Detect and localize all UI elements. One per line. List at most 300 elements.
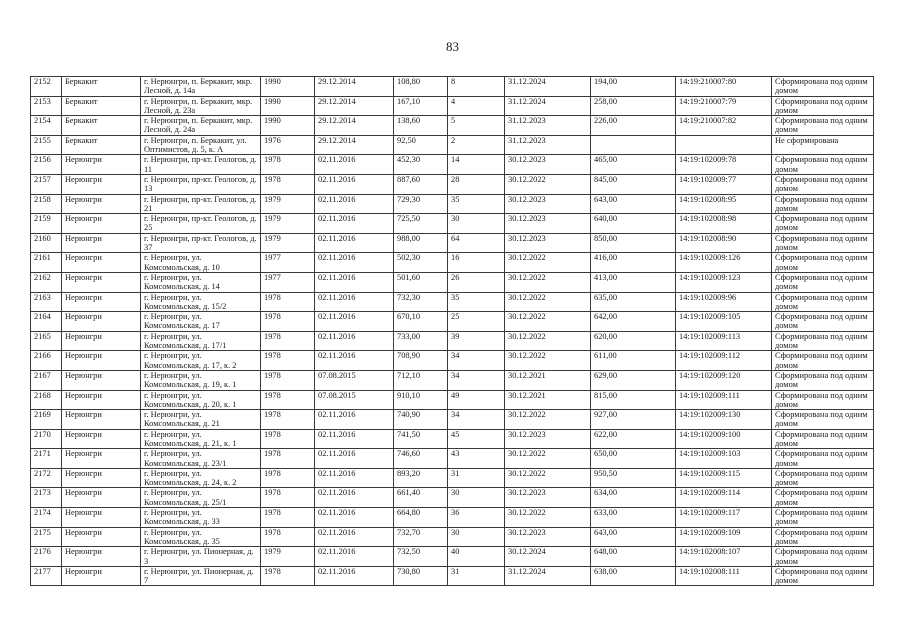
table-row [31,272,874,292]
cell-repair-deadline: 30.12.2022 [505,174,591,194]
cell-address: г. Нерюнгри, пр-кт. Геологов, д. 13 [141,174,261,194]
table-body [31,77,874,586]
cell-cadastral-number: 14:19:102009:77 [676,174,772,194]
cell-settlement: Нерюнгри [62,331,141,351]
cell-land-status: Сформирована под одним домом [772,233,874,253]
table-row [31,566,874,586]
cell-land-area: 642,00 [591,312,676,332]
cell-address: г. Нерюнгри, ул. Пионерная, д. 7 [141,566,261,586]
cell-settlement: Нерюнгри [62,488,141,508]
cell-land-area: 465,00 [591,155,676,175]
cell-repair-deadline: 31.12.2024 [505,96,591,116]
cell-address: г. Нерюнгри, ул. Комсомольская, д. 25/1 [141,488,261,508]
cell-apartment-count: 64 [448,233,505,253]
cell-record-number: 2173 [31,488,62,508]
cell-repair-deadline: 30.12.2022 [505,292,591,312]
table-row [31,155,874,175]
cell-land-status: Сформирована под одним домом [772,566,874,586]
cell-land-status: Сформирована под одним домом [772,449,874,469]
cell-apartment-count: 14 [448,155,505,175]
cell-address: г. Нерюнгри, ул. Комсомольская, д. 14 [141,272,261,292]
cell-total-area: 108,80 [394,77,448,97]
cell-repair-deadline: 30.12.2023 [505,488,591,508]
cell-settlement: Нерюнгри [62,547,141,567]
cell-settlement: Нерюнгри [62,312,141,332]
cell-build-year: 1978 [261,155,315,175]
cell-inclusion-date: 29.12.2014 [315,96,394,116]
cell-total-area: 730,80 [394,566,448,586]
cell-build-year: 1990 [261,116,315,136]
cell-land-status: Сформирована под одним домом [772,508,874,528]
cell-repair-deadline: 30.12.2022 [505,351,591,371]
cell-land-status: Сформирована под одним домом [772,468,874,488]
table-row [31,96,874,116]
cell-record-number: 2160 [31,233,62,253]
cell-land-area: 815,00 [591,390,676,410]
cell-address: г. Нерюнгри, ул. Пионерная, д. 3 [141,547,261,567]
table-row [31,410,874,430]
cell-inclusion-date: 07.08.2015 [315,390,394,410]
cell-settlement: Нерюнгри [62,566,141,586]
cell-inclusion-date: 02.11.2016 [315,566,394,586]
cell-address: г. Нерюнгри, ул. Комсомольская, д. 35 [141,527,261,547]
cell-record-number: 2171 [31,449,62,469]
cell-build-year: 1979 [261,233,315,253]
cell-build-year: 1977 [261,253,315,273]
cell-build-year: 1979 [261,194,315,214]
cell-repair-deadline: 30.12.2024 [505,547,591,567]
cell-inclusion-date: 29.12.2014 [315,135,394,155]
cell-record-number: 2166 [31,351,62,371]
cell-settlement: Нерюнгри [62,410,141,430]
cell-address: г. Нерюнгри, ул. Комсомольская, д. 17, к. 2 [141,351,261,371]
cell-cadastral-number: 14:19:102008:107 [676,547,772,567]
cell-total-area: 741,50 [394,429,448,449]
cell-apartment-count: 31 [448,468,505,488]
cell-repair-deadline: 30.12.2021 [505,390,591,410]
cell-land-area: 634,00 [591,488,676,508]
cell-address: г. Нерюнгри, ул. Комсомольская, д. 33 [141,508,261,528]
cell-apartment-count: 34 [448,351,505,371]
cell-total-area: 670,10 [394,312,448,332]
cell-apartment-count: 43 [448,449,505,469]
cell-cadastral-number: 14:19:102008:90 [676,233,772,253]
cell-land-status: Сформирована под одним домом [772,96,874,116]
cell-repair-deadline: 30.12.2022 [505,272,591,292]
cell-cadastral-number: 14:19:102009:126 [676,253,772,273]
cell-repair-deadline: 30.12.2021 [505,370,591,390]
cell-address: г. Нерюнгри, п. Беркакит, мкр. Лесной, д. 23а [141,96,261,116]
cell-land-area [591,135,676,155]
cell-land-status: Сформирована под одним домом [772,194,874,214]
cell-build-year: 1978 [261,292,315,312]
cell-apartment-count: 39 [448,331,505,351]
cell-inclusion-date: 02.11.2016 [315,547,394,567]
cell-repair-deadline: 30.12.2023 [505,155,591,175]
cell-total-area: 502,30 [394,253,448,273]
cell-address: г. Нерюнгри, пр-кт. Геологов, д. 37 [141,233,261,253]
cell-build-year: 1978 [261,566,315,586]
cell-apartment-count: 16 [448,253,505,273]
cell-apartment-count: 30 [448,527,505,547]
cell-total-area: 732,70 [394,527,448,547]
cell-repair-deadline: 30.12.2022 [505,312,591,332]
cell-build-year: 1976 [261,135,315,155]
cell-cadastral-number: 14:19:102009:105 [676,312,772,332]
cell-cadastral-number: 14:19:102009:130 [676,410,772,430]
cell-repair-deadline: 30.12.2023 [505,527,591,547]
cell-land-area: 635,00 [591,292,676,312]
cell-record-number: 2162 [31,272,62,292]
housing-register-table [30,76,874,586]
cell-total-area: 746,60 [394,449,448,469]
cell-land-area: 927,00 [591,410,676,430]
cell-apartment-count: 30 [448,488,505,508]
cell-settlement: Нерюнгри [62,233,141,253]
table-row [31,488,874,508]
cell-apartment-count: 35 [448,292,505,312]
cell-total-area: 661,40 [394,488,448,508]
cell-build-year: 1978 [261,488,315,508]
cell-settlement: Нерюнгри [62,194,141,214]
cell-land-area: 638,00 [591,566,676,586]
table-row [31,253,874,273]
cell-repair-deadline: 30.12.2022 [505,508,591,528]
cell-address: г. Нерюнгри, пр-кт. Геологов, д. 21 [141,194,261,214]
cell-cadastral-number: 14:19:102009:123 [676,272,772,292]
cell-land-area: 226,00 [591,116,676,136]
cell-cadastral-number [676,135,772,155]
cell-land-status: Сформирована под одним домом [772,77,874,97]
cell-inclusion-date: 02.11.2016 [315,429,394,449]
cell-land-area: 629,00 [591,370,676,390]
cell-repair-deadline: 30.12.2022 [505,468,591,488]
cell-apartment-count: 49 [448,390,505,410]
cell-apartment-count: 45 [448,429,505,449]
cell-land-status: Сформирована под одним домом [772,351,874,371]
cell-address: г. Нерюнгри, ул. Комсомольская, д. 21, к. 1 [141,429,261,449]
cell-inclusion-date: 02.11.2016 [315,253,394,273]
cell-land-area: 194,00 [591,77,676,97]
cell-address: г. Нерюнгри, п. Беркакит, мкр. Лесной, д. 24а [141,116,261,136]
table-row [31,370,874,390]
cell-inclusion-date: 02.11.2016 [315,312,394,332]
cell-land-area: 622,00 [591,429,676,449]
cell-build-year: 1978 [261,410,315,430]
cell-record-number: 2174 [31,508,62,528]
cell-settlement: Беркакит [62,96,141,116]
cell-apartment-count: 2 [448,135,505,155]
cell-inclusion-date: 02.11.2016 [315,488,394,508]
cell-inclusion-date: 02.11.2016 [315,292,394,312]
cell-settlement: Нерюнгри [62,370,141,390]
cell-record-number: 2158 [31,194,62,214]
cell-cadastral-number: 14:19:102009:103 [676,449,772,469]
table-row [31,194,874,214]
cell-land-status: Сформирована под одним домом [772,214,874,234]
cell-repair-deadline: 30.12.2022 [505,331,591,351]
cell-cadastral-number: 14:19:102009:100 [676,429,772,449]
cell-build-year: 1978 [261,468,315,488]
cell-record-number: 2169 [31,410,62,430]
cell-land-status: Сформирована под одним домом [772,292,874,312]
cell-repair-deadline: 31.12.2024 [505,566,591,586]
cell-settlement: Нерюнгри [62,390,141,410]
cell-inclusion-date: 02.11.2016 [315,410,394,430]
cell-record-number: 2172 [31,468,62,488]
cell-record-number: 2155 [31,135,62,155]
cell-build-year: 1978 [261,351,315,371]
cell-cadastral-number: 14:19:210007:82 [676,116,772,136]
cell-build-year: 1977 [261,272,315,292]
cell-address: г. Нерюнгри, ул. Комсомольская, д. 21 [141,410,261,430]
cell-land-area: 643,00 [591,194,676,214]
cell-land-status: Сформирована под одним домом [772,272,874,292]
cell-settlement: Нерюнгри [62,468,141,488]
cell-settlement: Нерюнгри [62,429,141,449]
cell-inclusion-date: 02.11.2016 [315,331,394,351]
cell-address: г. Нерюнгри, ул. Комсомольская, д. 23/1 [141,449,261,469]
table-row [31,233,874,253]
cell-settlement: Нерюнгри [62,508,141,528]
cell-address: г. Нерюнгри, п. Беркакит, ул. Оптимистов, д. 5, к. А [141,135,261,155]
cell-cadastral-number: 14:19:102009:111 [676,390,772,410]
cell-cadastral-number: 14:19:210007:80 [676,77,772,97]
cell-total-area: 92,50 [394,135,448,155]
cell-land-area: 611,00 [591,351,676,371]
cell-land-area: 845,00 [591,174,676,194]
cell-record-number: 2154 [31,116,62,136]
cell-record-number: 2153 [31,96,62,116]
cell-repair-deadline: 31.12.2023 [505,135,591,155]
cell-repair-deadline: 31.12.2024 [505,77,591,97]
table-row [31,508,874,528]
cell-apartment-count: 26 [448,272,505,292]
cell-address: г. Нерюнгри, ул. Комсомольская, д. 15/2 [141,292,261,312]
cell-total-area: 733,00 [394,331,448,351]
cell-build-year: 1978 [261,174,315,194]
cell-settlement: Нерюнгри [62,253,141,273]
cell-apartment-count: 25 [448,312,505,332]
cell-settlement: Нерюнгри [62,155,141,175]
cell-land-area: 643,00 [591,527,676,547]
page-number: 83 [446,39,459,54]
cell-land-status: Сформирована под одним домом [772,174,874,194]
cell-inclusion-date: 02.11.2016 [315,214,394,234]
cell-apartment-count: 40 [448,547,505,567]
cell-build-year: 1978 [261,370,315,390]
cell-apartment-count: 31 [448,566,505,586]
cell-cadastral-number: 14:19:102008:111 [676,566,772,586]
cell-inclusion-date: 02.11.2016 [315,449,394,469]
cell-build-year: 1990 [261,96,315,116]
cell-land-status: Сформирована под одним домом [772,488,874,508]
cell-settlement: Нерюнгри [62,292,141,312]
table-row [31,468,874,488]
cell-apartment-count: 8 [448,77,505,97]
cell-record-number: 2168 [31,390,62,410]
table-row [31,390,874,410]
cell-land-status: Сформирована под одним домом [772,527,874,547]
cell-build-year: 1978 [261,331,315,351]
table-row [31,77,874,97]
cell-settlement: Беркакит [62,135,141,155]
cell-land-area: 648,00 [591,547,676,567]
cell-inclusion-date: 02.11.2016 [315,527,394,547]
table-row [31,135,874,155]
cell-land-status: Сформирована под одним домом [772,312,874,332]
cell-land-status: Не сформирована [772,135,874,155]
cell-inclusion-date: 02.11.2016 [315,174,394,194]
cell-land-status: Сформирована под одним домом [772,331,874,351]
table-row [31,527,874,547]
cell-address: г. Нерюнгри, ул. Комсомольская, д. 20, к. 1 [141,390,261,410]
cell-record-number: 2177 [31,566,62,586]
cell-land-status: Сформирована под одним домом [772,547,874,567]
cell-repair-deadline: 31.12.2023 [505,116,591,136]
cell-address: г. Нерюнгри, ул. Комсомольская, д. 19, к. 1 [141,370,261,390]
cell-record-number: 2156 [31,155,62,175]
cell-cadastral-number: 14:19:102009:78 [676,155,772,175]
cell-cadastral-number: 14:19:102009:109 [676,527,772,547]
cell-cadastral-number: 14:19:102009:117 [676,508,772,528]
cell-apartment-count: 34 [448,370,505,390]
cell-inclusion-date: 02.11.2016 [315,155,394,175]
cell-build-year: 1979 [261,547,315,567]
cell-apartment-count: 28 [448,174,505,194]
cell-total-area: 138,60 [394,116,448,136]
cell-total-area: 725,50 [394,214,448,234]
table-row [31,547,874,567]
table-row [31,116,874,136]
cell-total-area: 988,00 [394,233,448,253]
cell-total-area: 452,30 [394,155,448,175]
cell-repair-deadline: 30.12.2022 [505,410,591,430]
cell-land-status: Сформирована под одним домом [772,429,874,449]
cell-repair-deadline: 30.12.2022 [505,449,591,469]
cell-address: г. Нерюнгри, пр-кт. Геологов, д. 11 [141,155,261,175]
cell-cadastral-number: 14:19:210007:79 [676,96,772,116]
cell-land-status: Сформирована под одним домом [772,370,874,390]
cell-total-area: 740,90 [394,410,448,430]
cell-land-area: 640,00 [591,214,676,234]
cell-inclusion-date: 02.11.2016 [315,508,394,528]
cell-record-number: 2167 [31,370,62,390]
cell-build-year: 1978 [261,390,315,410]
cell-land-area: 416,00 [591,253,676,273]
table-row [31,214,874,234]
cell-total-area: 910,10 [394,390,448,410]
cell-apartment-count: 30 [448,214,505,234]
cell-repair-deadline: 30.12.2023 [505,194,591,214]
cell-build-year: 1978 [261,449,315,469]
table-row [31,292,874,312]
cell-address: г. Нерюнгри, ул. Комсомольская, д. 17/1 [141,331,261,351]
cell-cadastral-number: 14:19:102008:95 [676,194,772,214]
cell-cadastral-number: 14:19:102008:98 [676,214,772,234]
cell-settlement: Нерюнгри [62,351,141,371]
cell-total-area: 887,60 [394,174,448,194]
cell-settlement: Беркакит [62,77,141,97]
cell-record-number: 2157 [31,174,62,194]
cell-address: г. Нерюнгри, ул. Комсомольская, д. 17 [141,312,261,332]
cell-repair-deadline: 30.12.2023 [505,429,591,449]
table-row [31,449,874,469]
cell-record-number: 2170 [31,429,62,449]
cell-apartment-count: 36 [448,508,505,528]
cell-record-number: 2163 [31,292,62,312]
cell-apartment-count: 4 [448,96,505,116]
cell-total-area: 501,60 [394,272,448,292]
cell-total-area: 732,50 [394,547,448,567]
cell-build-year: 1978 [261,508,315,528]
cell-cadastral-number: 14:19:102009:115 [676,468,772,488]
cell-land-status: Сформирована под одним домом [772,390,874,410]
cell-address: г. Нерюнгри, ул. Комсомольская, д. 10 [141,253,261,273]
table-row [31,331,874,351]
cell-record-number: 2164 [31,312,62,332]
table-row [31,429,874,449]
cell-settlement: Нерюнгри [62,449,141,469]
cell-land-area: 850,00 [591,233,676,253]
cell-address: г. Нерюнгри, п. Беркакит, мкр. Лесной, д. 14а [141,77,261,97]
table-row [31,351,874,371]
cell-apartment-count: 34 [448,410,505,430]
cell-apartment-count: 35 [448,194,505,214]
cell-cadastral-number: 14:19:102009:96 [676,292,772,312]
cell-land-status: Сформирована под одним домом [772,410,874,430]
cell-total-area: 712,10 [394,370,448,390]
cell-repair-deadline: 30.12.2023 [505,233,591,253]
cell-record-number: 2175 [31,527,62,547]
cell-record-number: 2152 [31,77,62,97]
cell-land-area: 620,00 [591,331,676,351]
cell-total-area: 732,30 [394,292,448,312]
cell-land-area: 633,00 [591,508,676,528]
cell-land-area: 258,00 [591,96,676,116]
cell-land-status: Сформирована под одним домом [772,116,874,136]
cell-cadastral-number: 14:19:102009:113 [676,331,772,351]
cell-build-year: 1978 [261,312,315,332]
cell-total-area: 708,90 [394,351,448,371]
cell-repair-deadline: 30.12.2023 [505,214,591,234]
cell-record-number: 2159 [31,214,62,234]
cell-inclusion-date: 29.12.2014 [315,77,394,97]
cell-land-area: 650,00 [591,449,676,469]
cell-land-area: 950,50 [591,468,676,488]
cell-address: г. Нерюнгри, пр-кт. Геологов, д. 25 [141,214,261,234]
cell-build-year: 1978 [261,429,315,449]
cell-settlement: Нерюнгри [62,272,141,292]
cell-record-number: 2161 [31,253,62,273]
cell-apartment-count: 5 [448,116,505,136]
cell-record-number: 2176 [31,547,62,567]
cell-inclusion-date: 02.11.2016 [315,351,394,371]
table-row [31,312,874,332]
cell-total-area: 664,80 [394,508,448,528]
cell-settlement: Нерюнгри [62,214,141,234]
cell-cadastral-number: 14:19:102009:120 [676,370,772,390]
cell-inclusion-date: 29.12.2014 [315,116,394,136]
cell-record-number: 2165 [31,331,62,351]
cell-settlement: Беркакит [62,116,141,136]
cell-settlement: Нерюнгри [62,527,141,547]
cell-cadastral-number: 14:19:102009:112 [676,351,772,371]
cell-build-year: 1978 [261,527,315,547]
cell-inclusion-date: 02.11.2016 [315,468,394,488]
cell-repair-deadline: 30.12.2022 [505,253,591,273]
cell-inclusion-date: 02.11.2016 [315,272,394,292]
